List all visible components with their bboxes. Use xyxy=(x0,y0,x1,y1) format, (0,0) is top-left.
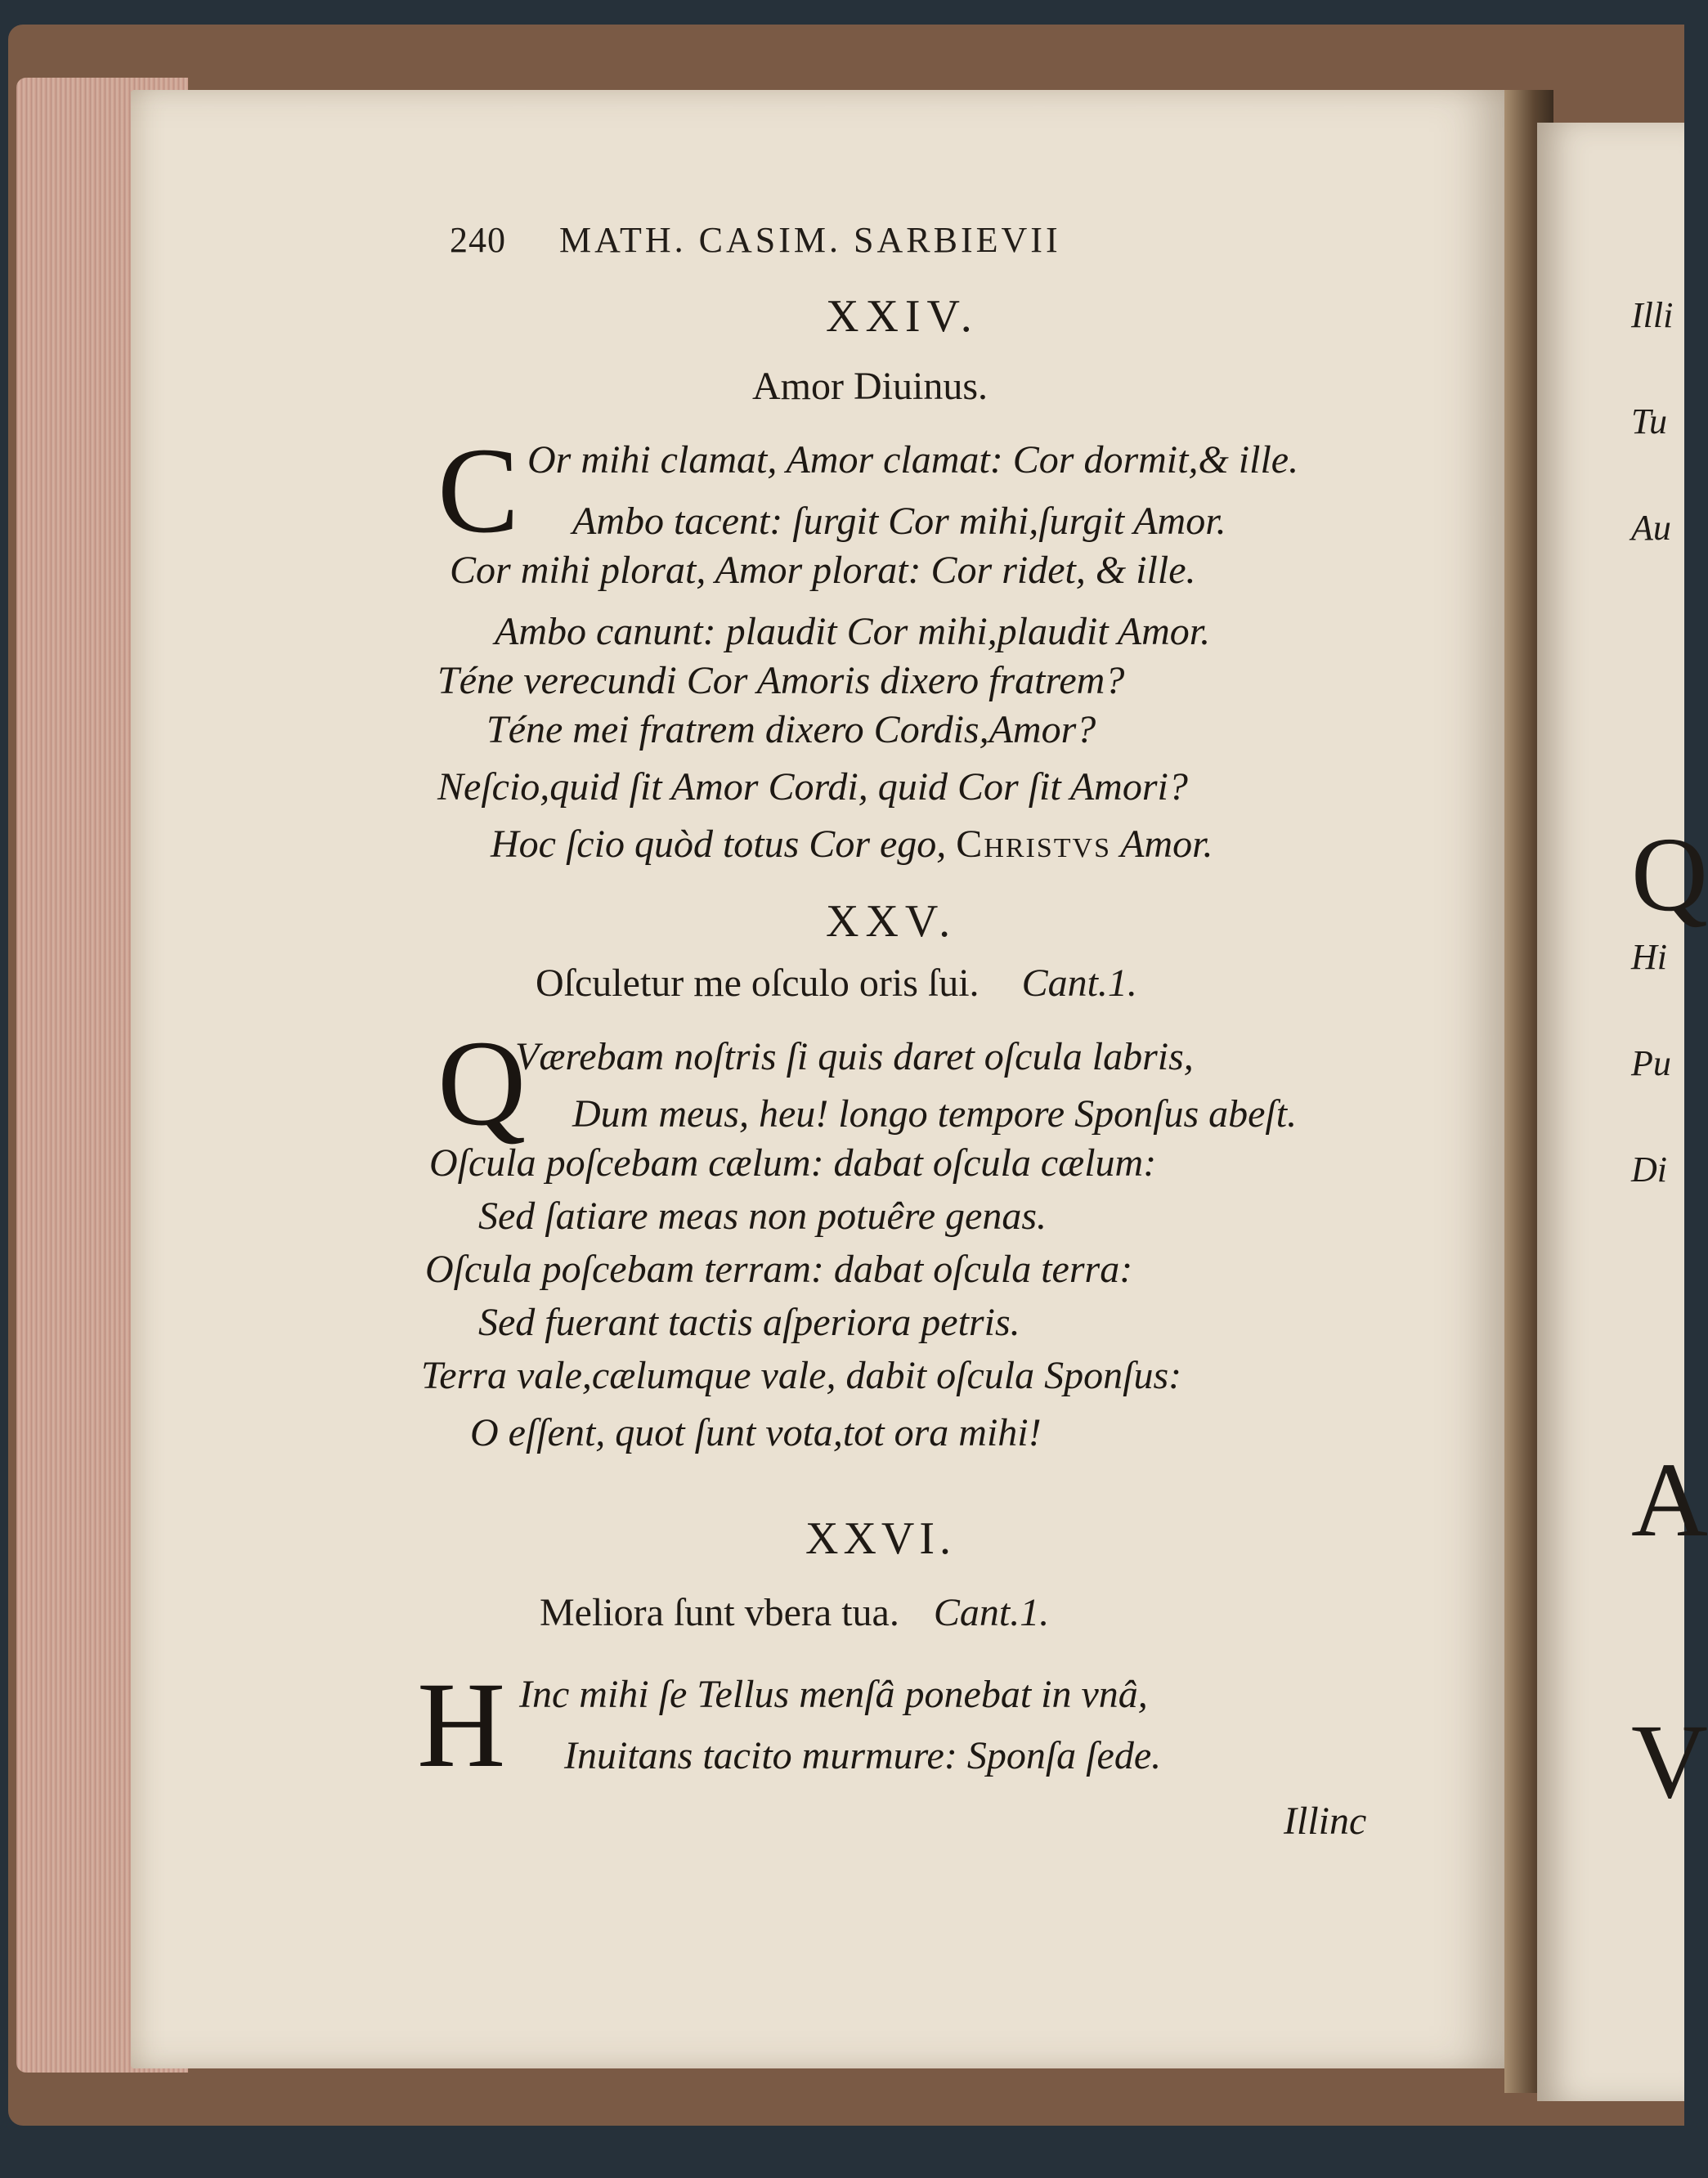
running-header xyxy=(450,219,1061,261)
dropcap: Q xyxy=(437,1015,527,1151)
poem-title-text: Meliora ſunt vbera tua. xyxy=(540,1591,899,1634)
scripture-reference: Cant.1. xyxy=(1021,961,1137,1005)
verse-line: Oſcula poſcebam terram: dabat oſcula terra: xyxy=(425,1248,1133,1291)
dropcap: C xyxy=(437,423,520,558)
facing-dropcap: A xyxy=(1631,1441,1708,1559)
facing-fragment: Illi xyxy=(1631,295,1674,335)
verse-line: Téne mei fratrem dixero Cordis,Amor? xyxy=(486,708,1096,751)
verse-line: Ambo canunt: plaudit Cor mihi,plaudit Amor. xyxy=(495,610,1211,653)
facing-fragment: Pu xyxy=(1631,1043,1671,1083)
running-title: MATH. CASIM. SARBIEVII xyxy=(559,220,1061,260)
facing-fragment: Au xyxy=(1631,508,1671,548)
page-number: 240 xyxy=(450,220,506,260)
facing-fragment: Tu xyxy=(1631,401,1668,441)
facing-dropcap: Q xyxy=(1631,816,1708,934)
poem-numeral: XXVI. xyxy=(805,1513,956,1564)
facing-fragment: Di xyxy=(1631,1150,1667,1190)
verse-line: Terra vale,cælumque vale, dabit oſcula Sponſus: xyxy=(421,1354,1182,1397)
verse-line: Cor mihi plorat, Amor plorat: Cor ridet, & ille. xyxy=(450,549,1196,592)
verse-line: Téne verecundi Cor Amoris dixero fratrem? xyxy=(437,659,1125,702)
verse-line: Neſcio,quid ſit Amor Cordi, quid Cor ſit Amori? xyxy=(437,765,1188,809)
poem-title xyxy=(540,1590,1049,1635)
poem-title xyxy=(536,961,1137,1006)
catchword: Illinc xyxy=(1284,1799,1367,1843)
verse-line: Or mihi clamat, Amor clamat: Cor dormit,& ille. xyxy=(527,438,1299,482)
verse-line: Inc mihi ſe Tellus menſâ ponebat in vnâ, xyxy=(519,1673,1148,1716)
verse-line: Sed ſatiare meas non potuêre genas. xyxy=(478,1194,1047,1238)
poem-title: Amor Diuinus. xyxy=(752,365,988,408)
dropcap: H xyxy=(417,1657,506,1793)
scripture-reference: Cant.1. xyxy=(933,1591,1050,1634)
verse-line: O eſſent, quot ſunt vota,tot ora mihi! xyxy=(470,1411,1042,1454)
facing-dropcap: V xyxy=(1631,1703,1708,1821)
verse-line: Dum meus, heu! longo tempore Sponſus abeſt. xyxy=(572,1092,1298,1136)
verse-line: Sed fuerant tactis aſperiora petris. xyxy=(478,1301,1020,1344)
smallcaps-word: Christvs xyxy=(956,822,1112,866)
verse-line: Ambo tacent: ſurgit Cor mihi,ſurgit Amor. xyxy=(572,500,1226,543)
poem-title-text: Oſculetur me oſculo oris ſui. xyxy=(536,961,980,1005)
verse-text: Hoc ſcio quòd totus Cor ego, xyxy=(491,822,947,866)
facing-fragment: Hi xyxy=(1631,937,1667,977)
verse-line xyxy=(491,822,1213,867)
poem-numeral: XXIV. xyxy=(826,291,979,342)
verse-line: Inuitans tacito murmure: Sponſa ſede. xyxy=(564,1734,1162,1777)
verse-line: Oſcula poſcebam cælum: dabat oſcula cælum: xyxy=(429,1141,1157,1185)
poem-numeral: XXV. xyxy=(826,896,957,947)
verse-line: Værebam noſtris ſi quis daret oſcula labris, xyxy=(515,1035,1194,1078)
verse-text: Amor. xyxy=(1120,822,1213,866)
